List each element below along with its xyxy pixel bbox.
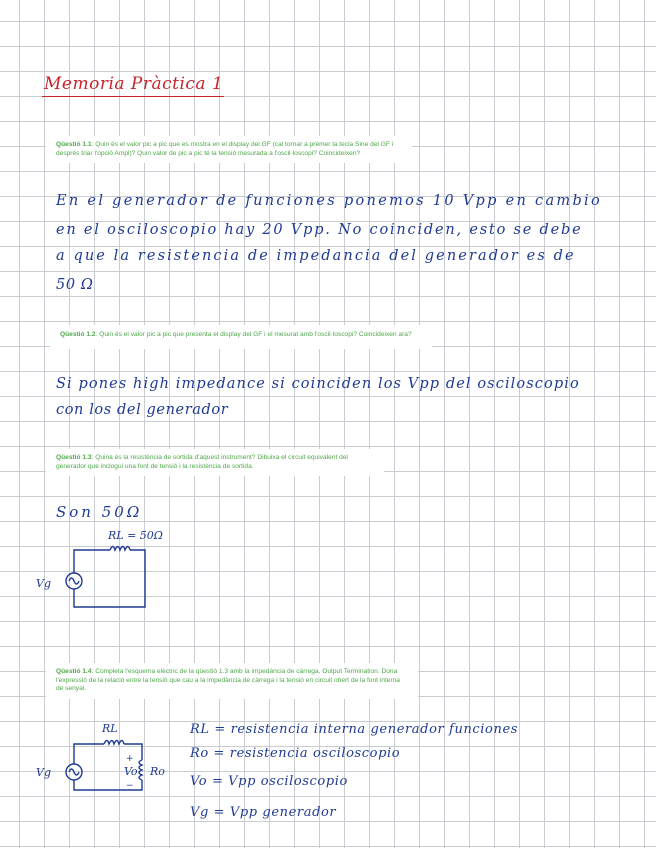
answer-1-1-line-3: a que la resistencia de impedancia del generador es de bbox=[56, 248, 576, 264]
circuit-wire-right bbox=[74, 550, 145, 607]
rl-label-2: RL bbox=[102, 722, 118, 735]
definition-rl: RL = resistencia interna generador funciones bbox=[190, 722, 519, 737]
rl-label: RL = 50Ω bbox=[108, 529, 163, 542]
circuit-wire-top bbox=[74, 744, 104, 764]
minus-sign: − bbox=[126, 781, 134, 791]
question-1-2-label: Qüestió 1.2 bbox=[60, 331, 96, 338]
generator-circuit-diagram bbox=[30, 525, 190, 625]
answer-1-1-line-4: 50 Ω bbox=[56, 277, 94, 293]
load-circuit-diagram bbox=[30, 718, 190, 818]
answer-1-3: Son 50Ω bbox=[56, 503, 143, 521]
definition-vo: Vo = Vpp osciloscopio bbox=[190, 774, 348, 789]
title-underline bbox=[42, 96, 224, 97]
question-1-4-text: : Completa l'esquema elèctric de la qüestió 1.3 amb la impedància de càrrega, Output Termination. Dona l'expressió de la relació entre la tensió que cau a la impedància de càrrega i la tensió en circuit obert de la font interna de senyal. bbox=[56, 668, 400, 693]
answer-1-2-line-2: con los del generador bbox=[56, 402, 229, 418]
question-1-2 bbox=[50, 325, 432, 349]
vg-label: Vg bbox=[36, 577, 51, 590]
ro-label: Ro bbox=[150, 765, 165, 778]
question-1-1-text: : Quin és el valor pic a pic que es mostra en el display del GF (cal tornar a prémer la tecla Sine del GF i després triar l'opció Ampl)? Quin valor de pic a pic té la tensió mesurada a l'oscil·loscopi? Coincideixen? bbox=[56, 141, 394, 157]
question-1-3 bbox=[46, 449, 384, 476]
answer-1-1-line-2: en el osciloscopio hay 20 Vpp. No coinciden, esto se debe bbox=[56, 222, 583, 238]
answer-1-2-line-1: Si pones high impedance si coinciden los Vpp del osciloscopio bbox=[56, 376, 580, 392]
answer-1-1-line-1: En el generador de funciones ponemos 10 Vpp en cambio bbox=[56, 193, 603, 209]
question-1-3-label: Qüestió 1.3 bbox=[56, 454, 92, 461]
sine-symbol-2 bbox=[69, 769, 79, 775]
page-title: Memoria Pràctica 1 bbox=[44, 74, 224, 94]
sine-symbol bbox=[69, 578, 79, 584]
question-1-3-text: : Quina és la resistència de sortida d'aquest instrument? Dibuixa el circuit equivalent del generador que inclogui una font de tensió i la resistència de sortida. bbox=[56, 454, 348, 470]
question-1-1-label: Qüestió 1.1 bbox=[56, 141, 92, 148]
plus-sign: + bbox=[126, 754, 134, 764]
resistor-ro bbox=[139, 760, 142, 780]
question-1-4-label: Qüestió 1.4 bbox=[56, 668, 92, 675]
resistor-rl bbox=[110, 547, 130, 551]
circuit-wire bbox=[74, 550, 110, 573]
question-1-4 bbox=[46, 663, 418, 699]
vo-label: Vo bbox=[124, 765, 138, 778]
definition-ro: Ro = resistencia osciloscopio bbox=[190, 746, 401, 761]
question-1-1 bbox=[46, 136, 412, 163]
question-1-2-text: : Quin és el valor pic a pic que presenta el display del GF i el mesurat amb l'oscil·loscopi? Coincideixen ara? bbox=[95, 331, 412, 338]
resistor-rl-2 bbox=[104, 741, 124, 745]
vg-label-2: Vg bbox=[36, 766, 51, 779]
definition-vg: Vg = Vpp generador bbox=[190, 805, 337, 820]
